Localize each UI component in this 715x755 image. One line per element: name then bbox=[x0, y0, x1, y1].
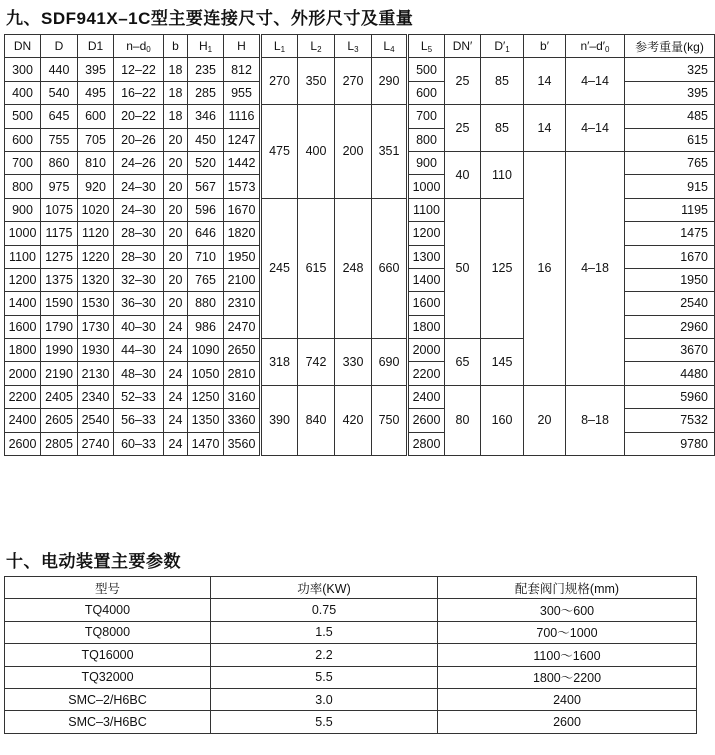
cell-h1: 1090 bbox=[188, 339, 224, 362]
cell-dn: 800 bbox=[5, 175, 41, 198]
cell-l5: 600 bbox=[408, 81, 445, 104]
cell-b: 24 bbox=[164, 385, 188, 408]
cell-d1: 1530 bbox=[78, 292, 114, 315]
cell-h: 2310 bbox=[224, 292, 261, 315]
cell-h: 2650 bbox=[224, 339, 261, 362]
header-h: H bbox=[224, 35, 261, 58]
cell-model: TQ32000 bbox=[5, 666, 211, 688]
cell-d: 2805 bbox=[41, 432, 78, 455]
cell-weight: 1195 bbox=[625, 198, 715, 221]
cell-d: 1075 bbox=[41, 198, 78, 221]
cell-valve-size: 700～1000 bbox=[438, 621, 697, 643]
cell-h1: 986 bbox=[188, 315, 224, 338]
cell-l5: 2800 bbox=[408, 432, 445, 455]
cell-n-d0-prime: 4–14 bbox=[566, 58, 625, 105]
header-l3: $L_3$ bbox=[335, 35, 372, 58]
table-row bbox=[5, 105, 715, 128]
cell-dn-prime: 40 bbox=[445, 151, 481, 198]
header-dn-prime: DN′ bbox=[445, 35, 481, 58]
cell-dn-prime: 80 bbox=[445, 385, 481, 455]
header-valve-size: 配套阀门规格(mm) bbox=[438, 577, 697, 599]
cell-n-d0: 24–30 bbox=[114, 198, 164, 221]
cell-model: TQ8000 bbox=[5, 621, 211, 643]
cell-d1: 2540 bbox=[78, 409, 114, 432]
cell-b: 20 bbox=[164, 292, 188, 315]
cell-l1: 475 bbox=[261, 105, 298, 199]
cell-l3: 200 bbox=[335, 105, 372, 199]
cell-weight: 2960 bbox=[625, 315, 715, 338]
actuator-header-row bbox=[5, 577, 697, 599]
cell-dn-prime: 50 bbox=[445, 198, 481, 338]
cell-dn: 300 bbox=[5, 58, 41, 81]
cell-l3: 420 bbox=[335, 385, 372, 455]
cell-d: 755 bbox=[41, 128, 78, 151]
cell-n-d0: 36–30 bbox=[114, 292, 164, 315]
cell-d1: 2340 bbox=[78, 385, 114, 408]
cell-dn: 1000 bbox=[5, 222, 41, 245]
cell-h1: 1250 bbox=[188, 385, 224, 408]
cell-b: 24 bbox=[164, 362, 188, 385]
cell-model: SMC–2/H6BC bbox=[5, 688, 211, 710]
cell-l4: 750 bbox=[372, 385, 408, 455]
header-b: b bbox=[164, 35, 188, 58]
table-row bbox=[5, 711, 697, 733]
header-l2: $L_2$ bbox=[298, 35, 335, 58]
cell-model: TQ4000 bbox=[5, 599, 211, 621]
cell-weight: 485 bbox=[625, 105, 715, 128]
table-row bbox=[5, 688, 697, 710]
cell-d1: 600 bbox=[78, 105, 114, 128]
cell-dn-prime: 65 bbox=[445, 339, 481, 386]
cell-dn-prime: 25 bbox=[445, 58, 481, 105]
cell-power: 2.2 bbox=[211, 644, 438, 666]
cell-l2: 350 bbox=[298, 58, 335, 105]
cell-power: 5.5 bbox=[211, 666, 438, 688]
cell-d1-prime: 110 bbox=[481, 151, 524, 198]
cell-power: 5.5 bbox=[211, 711, 438, 733]
dimension-table bbox=[4, 34, 715, 456]
cell-d1: 810 bbox=[78, 151, 114, 174]
cell-h1: 765 bbox=[188, 268, 224, 291]
cell-l5: 1400 bbox=[408, 268, 445, 291]
cell-l5: 2000 bbox=[408, 339, 445, 362]
cell-n-d0: 28–30 bbox=[114, 245, 164, 268]
cell-n-d0: 16–22 bbox=[114, 81, 164, 104]
cell-l2: 840 bbox=[298, 385, 335, 455]
cell-h: 1573 bbox=[224, 175, 261, 198]
header-l1: $L_1$ bbox=[261, 35, 298, 58]
header-d: D bbox=[41, 35, 78, 58]
cell-b: 24 bbox=[164, 409, 188, 432]
header-d1-prime: $D'_1$ bbox=[481, 35, 524, 58]
table-row bbox=[5, 666, 697, 688]
cell-l1: 318 bbox=[261, 339, 298, 386]
cell-n-d0-prime: 4–18 bbox=[566, 151, 625, 385]
cell-l5: 1300 bbox=[408, 245, 445, 268]
cell-h1: 450 bbox=[188, 128, 224, 151]
cell-d: 540 bbox=[41, 81, 78, 104]
header-l5: $L_5$ bbox=[408, 35, 445, 58]
cell-valve-size: 2400 bbox=[438, 688, 697, 710]
cell-b-prime: 14 bbox=[524, 105, 566, 152]
cell-dn: 1600 bbox=[5, 315, 41, 338]
cell-h: 2100 bbox=[224, 268, 261, 291]
cell-n-d0-prime: 4–14 bbox=[566, 105, 625, 152]
cell-valve-size: 1800～2200 bbox=[438, 666, 697, 688]
cell-b-prime: 20 bbox=[524, 385, 566, 455]
cell-b: 18 bbox=[164, 58, 188, 81]
cell-h: 812 bbox=[224, 58, 261, 81]
cell-l1: 390 bbox=[261, 385, 298, 455]
cell-b: 20 bbox=[164, 245, 188, 268]
cell-model: TQ16000 bbox=[5, 644, 211, 666]
cell-d: 2405 bbox=[41, 385, 78, 408]
cell-b: 20 bbox=[164, 151, 188, 174]
cell-b-prime: 16 bbox=[524, 151, 566, 385]
cell-l5: 700 bbox=[408, 105, 445, 128]
cell-l3: 248 bbox=[335, 198, 372, 338]
cell-h: 2810 bbox=[224, 362, 261, 385]
cell-h: 1116 bbox=[224, 105, 261, 128]
cell-l5: 1100 bbox=[408, 198, 445, 221]
header-h1: $H_1$ bbox=[188, 35, 224, 58]
header-power: 功率(KW) bbox=[211, 577, 438, 599]
cell-weight: 395 bbox=[625, 81, 715, 104]
table-row bbox=[5, 385, 715, 408]
cell-n-d0: 60–33 bbox=[114, 432, 164, 455]
section-10-title: 十、电动装置主要参数 bbox=[6, 552, 181, 571]
cell-dn: 1100 bbox=[5, 245, 41, 268]
actuator-table bbox=[4, 576, 697, 734]
cell-n-d0: 32–30 bbox=[114, 268, 164, 291]
cell-b: 20 bbox=[164, 175, 188, 198]
cell-weight: 325 bbox=[625, 58, 715, 81]
cell-valve-size: 1100～1600 bbox=[438, 644, 697, 666]
cell-d1: 1730 bbox=[78, 315, 114, 338]
cell-b: 18 bbox=[164, 105, 188, 128]
cell-l5: 2600 bbox=[408, 409, 445, 432]
cell-b-prime: 14 bbox=[524, 58, 566, 105]
cell-b: 20 bbox=[164, 222, 188, 245]
cell-d1-prime: 85 bbox=[481, 105, 524, 152]
cell-power: 1.5 bbox=[211, 621, 438, 643]
cell-n-d0: 24–30 bbox=[114, 175, 164, 198]
table-row bbox=[5, 599, 697, 621]
cell-l5: 2400 bbox=[408, 385, 445, 408]
cell-n-d0: 48–30 bbox=[114, 362, 164, 385]
cell-h1: 346 bbox=[188, 105, 224, 128]
header-b-prime: b′ bbox=[524, 35, 566, 58]
cell-d1: 705 bbox=[78, 128, 114, 151]
cell-b: 24 bbox=[164, 339, 188, 362]
cell-d1: 1020 bbox=[78, 198, 114, 221]
cell-l4: 690 bbox=[372, 339, 408, 386]
cell-n-d0: 20–26 bbox=[114, 128, 164, 151]
cell-b: 18 bbox=[164, 81, 188, 104]
cell-h1: 880 bbox=[188, 292, 224, 315]
cell-dn-prime: 25 bbox=[445, 105, 481, 152]
cell-weight: 3670 bbox=[625, 339, 715, 362]
header-n-d0-prime: $n'-d'_0$ bbox=[566, 35, 625, 58]
cell-h: 1670 bbox=[224, 198, 261, 221]
cell-d: 1990 bbox=[41, 339, 78, 362]
cell-l5: 800 bbox=[408, 128, 445, 151]
cell-d1: 920 bbox=[78, 175, 114, 198]
cell-d: 1590 bbox=[41, 292, 78, 315]
cell-weight: 915 bbox=[625, 175, 715, 198]
cell-d1: 1220 bbox=[78, 245, 114, 268]
cell-d1: 1930 bbox=[78, 339, 114, 362]
cell-weight: 2540 bbox=[625, 292, 715, 315]
cell-dn: 400 bbox=[5, 81, 41, 104]
cell-h1: 1050 bbox=[188, 362, 224, 385]
cell-h1: 710 bbox=[188, 245, 224, 268]
cell-weight: 7532 bbox=[625, 409, 715, 432]
cell-l5: 2200 bbox=[408, 362, 445, 385]
cell-d: 440 bbox=[41, 58, 78, 81]
cell-power: 0.75 bbox=[211, 599, 438, 621]
cell-l2: 400 bbox=[298, 105, 335, 199]
cell-weight: 1670 bbox=[625, 245, 715, 268]
cell-valve-size: 2600 bbox=[438, 711, 697, 733]
cell-dn: 1800 bbox=[5, 339, 41, 362]
cell-l5: 500 bbox=[408, 58, 445, 81]
cell-n-d0: 20–22 bbox=[114, 105, 164, 128]
cell-l3: 270 bbox=[335, 58, 372, 105]
cell-h: 1247 bbox=[224, 128, 261, 151]
header-dn: DN bbox=[5, 35, 41, 58]
cell-h: 3360 bbox=[224, 409, 261, 432]
section-9-title: 九、SDF941X–1C型主要连接尺寸、外形尺寸及重量 bbox=[6, 9, 414, 28]
cell-d1: 495 bbox=[78, 81, 114, 104]
cell-h1: 596 bbox=[188, 198, 224, 221]
cell-dn: 600 bbox=[5, 128, 41, 151]
cell-n-d0: 44–30 bbox=[114, 339, 164, 362]
cell-weight: 765 bbox=[625, 151, 715, 174]
cell-d: 1175 bbox=[41, 222, 78, 245]
cell-l3: 330 bbox=[335, 339, 372, 386]
cell-d1: 1320 bbox=[78, 268, 114, 291]
cell-l2: 742 bbox=[298, 339, 335, 386]
cell-d: 1275 bbox=[41, 245, 78, 268]
cell-dn: 1200 bbox=[5, 268, 41, 291]
cell-l2: 615 bbox=[298, 198, 335, 338]
cell-h: 2470 bbox=[224, 315, 261, 338]
cell-l1: 270 bbox=[261, 58, 298, 105]
cell-h1: 520 bbox=[188, 151, 224, 174]
cell-h1: 235 bbox=[188, 58, 224, 81]
cell-dn: 700 bbox=[5, 151, 41, 174]
cell-l4: 351 bbox=[372, 105, 408, 199]
cell-n-d0: 56–33 bbox=[114, 409, 164, 432]
cell-n-d0: 12–22 bbox=[114, 58, 164, 81]
cell-weight: 5960 bbox=[625, 385, 715, 408]
header-l4: $L_4$ bbox=[372, 35, 408, 58]
table-row bbox=[5, 644, 697, 666]
cell-h1: 285 bbox=[188, 81, 224, 104]
cell-n-d0: 28–30 bbox=[114, 222, 164, 245]
cell-power: 3.0 bbox=[211, 688, 438, 710]
cell-weight: 1950 bbox=[625, 268, 715, 291]
cell-dn: 2600 bbox=[5, 432, 41, 455]
cell-l5: 1600 bbox=[408, 292, 445, 315]
header-model: 型号 bbox=[5, 577, 211, 599]
cell-dn: 2000 bbox=[5, 362, 41, 385]
cell-l1: 245 bbox=[261, 198, 298, 338]
cell-model: SMC–3/H6BC bbox=[5, 711, 211, 733]
cell-n-d0: 24–26 bbox=[114, 151, 164, 174]
cell-l4: 660 bbox=[372, 198, 408, 338]
cell-n-d0: 40–30 bbox=[114, 315, 164, 338]
cell-l4: 290 bbox=[372, 58, 408, 105]
cell-weight: 9780 bbox=[625, 432, 715, 455]
cell-dn: 1400 bbox=[5, 292, 41, 315]
table-row bbox=[5, 621, 697, 643]
cell-n-d0-prime: 8–18 bbox=[566, 385, 625, 455]
dimension-header-row bbox=[5, 35, 715, 58]
cell-d: 1375 bbox=[41, 268, 78, 291]
header-d1: D1 bbox=[78, 35, 114, 58]
cell-h1: 1470 bbox=[188, 432, 224, 455]
cell-l5: 1800 bbox=[408, 315, 445, 338]
cell-h: 3560 bbox=[224, 432, 261, 455]
cell-h1: 646 bbox=[188, 222, 224, 245]
cell-h: 1442 bbox=[224, 151, 261, 174]
cell-weight: 4480 bbox=[625, 362, 715, 385]
cell-h: 955 bbox=[224, 81, 261, 104]
cell-dn: 2400 bbox=[5, 409, 41, 432]
cell-dn: 2200 bbox=[5, 385, 41, 408]
cell-l5: 1000 bbox=[408, 175, 445, 198]
cell-h: 1950 bbox=[224, 245, 261, 268]
header-n-d0: $n-d_0$ bbox=[114, 35, 164, 58]
cell-weight: 1475 bbox=[625, 222, 715, 245]
cell-d: 645 bbox=[41, 105, 78, 128]
cell-h: 3160 bbox=[224, 385, 261, 408]
cell-dn: 500 bbox=[5, 105, 41, 128]
cell-b: 20 bbox=[164, 128, 188, 151]
cell-l5: 1200 bbox=[408, 222, 445, 245]
cell-h: 1820 bbox=[224, 222, 261, 245]
cell-d: 860 bbox=[41, 151, 78, 174]
cell-b: 24 bbox=[164, 315, 188, 338]
header-weight: 参考重量(kg) bbox=[625, 35, 715, 58]
cell-d1: 2130 bbox=[78, 362, 114, 385]
cell-n-d0: 52–33 bbox=[114, 385, 164, 408]
cell-d: 1790 bbox=[41, 315, 78, 338]
cell-d1: 395 bbox=[78, 58, 114, 81]
cell-d1-prime: 125 bbox=[481, 198, 524, 338]
cell-d1: 1120 bbox=[78, 222, 114, 245]
cell-h1: 567 bbox=[188, 175, 224, 198]
table-row bbox=[5, 58, 715, 81]
cell-weight: 615 bbox=[625, 128, 715, 151]
cell-d: 2605 bbox=[41, 409, 78, 432]
cell-d1-prime: 145 bbox=[481, 339, 524, 386]
cell-h1: 1350 bbox=[188, 409, 224, 432]
cell-d: 2190 bbox=[41, 362, 78, 385]
cell-d1: 2740 bbox=[78, 432, 114, 455]
cell-b: 24 bbox=[164, 432, 188, 455]
cell-d1-prime: 85 bbox=[481, 58, 524, 105]
cell-l5: 900 bbox=[408, 151, 445, 174]
cell-b: 20 bbox=[164, 268, 188, 291]
cell-b: 20 bbox=[164, 198, 188, 221]
cell-d1-prime: 160 bbox=[481, 385, 524, 455]
cell-dn: 900 bbox=[5, 198, 41, 221]
cell-valve-size: 300～600 bbox=[438, 599, 697, 621]
cell-d: 975 bbox=[41, 175, 78, 198]
